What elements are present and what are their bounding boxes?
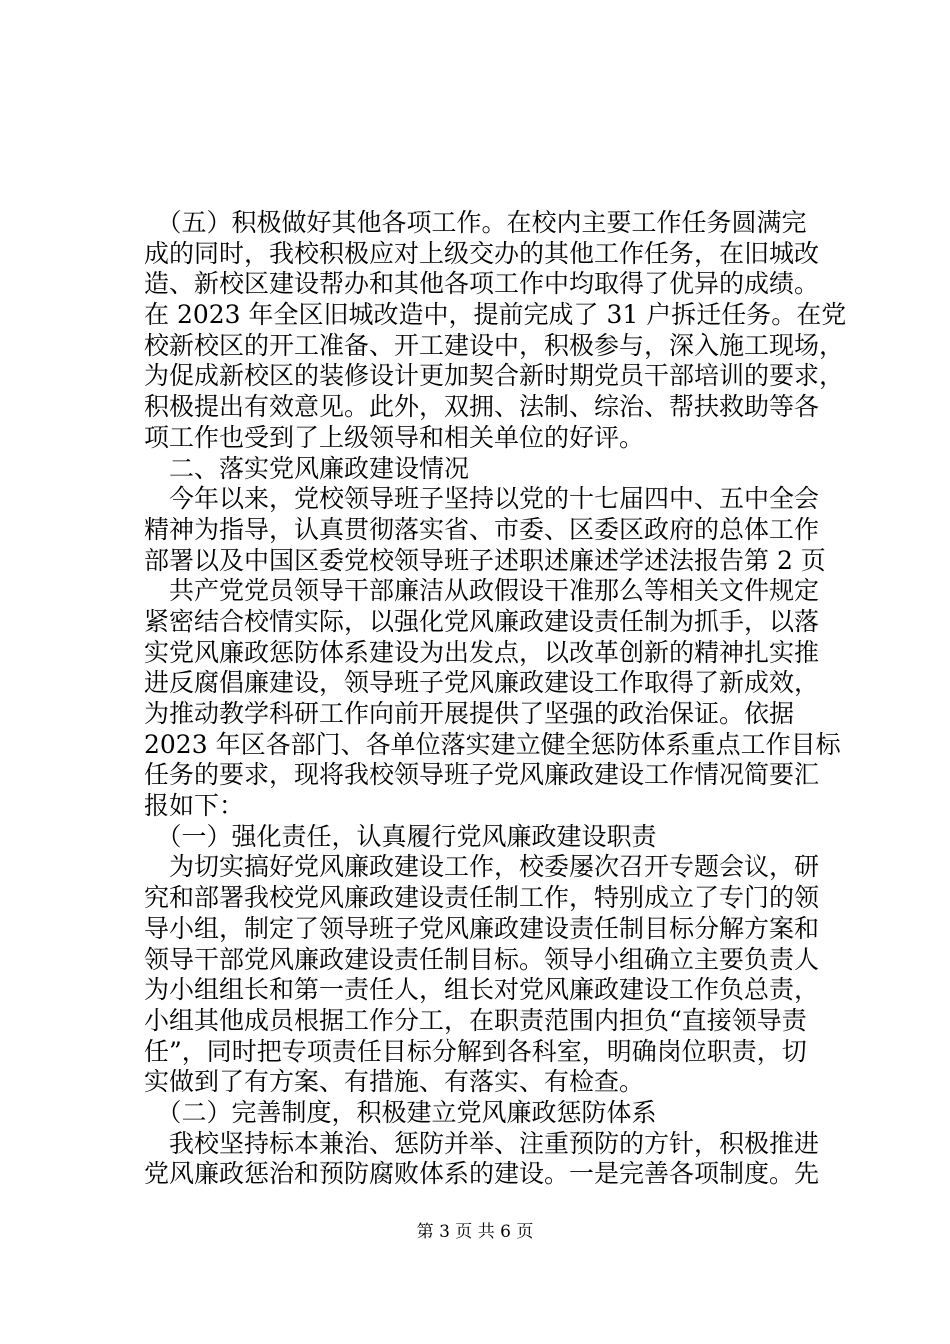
- text-line: 2023 年区各部门、各单位落实建立健全惩防体系重点工作目标: [144, 729, 841, 759]
- text-line: 为小组组长和第一责任人，组长对党风廉政建设工作负总责，: [144, 975, 820, 1005]
- page-number: 第 3 页 共 6 页: [416, 1222, 534, 1242]
- text-line: 任务的要求，现将我校领导班子党风廉政建设工作情况简要汇: [144, 760, 820, 790]
- document-body: [144, 208, 856, 1190]
- text-line: 积极提出有效意见。此外，双拥、法制、综治、帮扶救助等各: [144, 392, 820, 422]
- text-line: 为切实搞好党风廉政建设工作，校委屡次召开专题会议，研: [144, 852, 820, 882]
- text-line: 校新校区的开工准备、开工建设中，积极参与，深入施工现场，: [144, 330, 845, 360]
- text-line: 小组其他成员根据工作分工，在职责范围内担负“直接领导责: [144, 1005, 807, 1035]
- section-heading: 二、落实党风廉政建设情况: [144, 453, 470, 483]
- text-line: 实做到了有方案、有措施、有落实、有检查。: [144, 1067, 645, 1097]
- text-line: 部署以及中国区委党校领导班子述职述廉述学述法报告第 2 页: [144, 545, 826, 575]
- text-line: 报如下：: [144, 791, 245, 821]
- text-line: 在 2023 年全区旧城改造中，提前完成了 31 户拆迁任务。在党: [144, 300, 847, 330]
- text-line: 我校坚持标本兼治、惩防并举、注重预防的方针，积极推进: [144, 1128, 820, 1158]
- text-line: 共产党党员领导干部廉洁从政假设干准那么等相关文件规定: [144, 576, 820, 606]
- text-line: 项工作也受到了上级领导和相关单位的好评。: [144, 422, 645, 452]
- text-line: 为推动教学科研工作向前开展提供了坚强的政治保证。依据: [144, 699, 795, 728]
- text-line: （五）积极做好其他各项工作。在校内主要工作任务圆满完: [144, 208, 807, 237]
- text-line: 任”，同时把专项责任目标分解到各科室，明确岗位职责，切: [144, 1036, 807, 1066]
- text-line: 紧密结合校情实际，以强化党风廉政建设责任制为抓手，以落: [144, 606, 820, 636]
- text-line: 今年以来，党校领导班子坚持以党的十七届四中、五中全会: [144, 484, 820, 514]
- text-line: 领导干部党风廉政建设责任制目标。领导小组确立主要负责人: [144, 944, 820, 974]
- text-line: 实党风廉政惩防体系建设为出发点，以改革创新的精神扎实推: [144, 637, 820, 667]
- page-footer: [0, 1222, 950, 1242]
- text-line: 造、新校区建设帮办和其他各项工作中均取得了优异的成绩。: [144, 269, 820, 299]
- text-line: 导小组，制定了领导班子党风廉政建设责任制目标分解方案和: [144, 913, 820, 943]
- subsection-heading: （二）完善制度，积极建立党风廉政惩防体系: [144, 1097, 657, 1127]
- text-line: 为促成新校区的装修设计更加契合新时期党员干部培训的要求，: [144, 361, 845, 391]
- subsection-heading: （一）强化责任，认真履行党风廉政建设职责: [144, 821, 657, 851]
- text-line: 究和部署我校党风廉政建设责任制工作，特别成立了专门的领: [144, 883, 820, 913]
- text-line: 成的同时，我校积极应对上级交办的其他工作任务，在旧城改: [144, 238, 820, 268]
- text-line: 进反腐倡廉建设，领导班子党风廉政建设工作取得了新成效，: [144, 668, 820, 698]
- text-line: 精神为指导，认真贯彻落实省、市委、区委区政府的总体工作: [144, 514, 820, 544]
- text-line: 党风廉政惩治和预防腐败体系的建设。一是完善各项制度。先: [144, 1159, 820, 1189]
